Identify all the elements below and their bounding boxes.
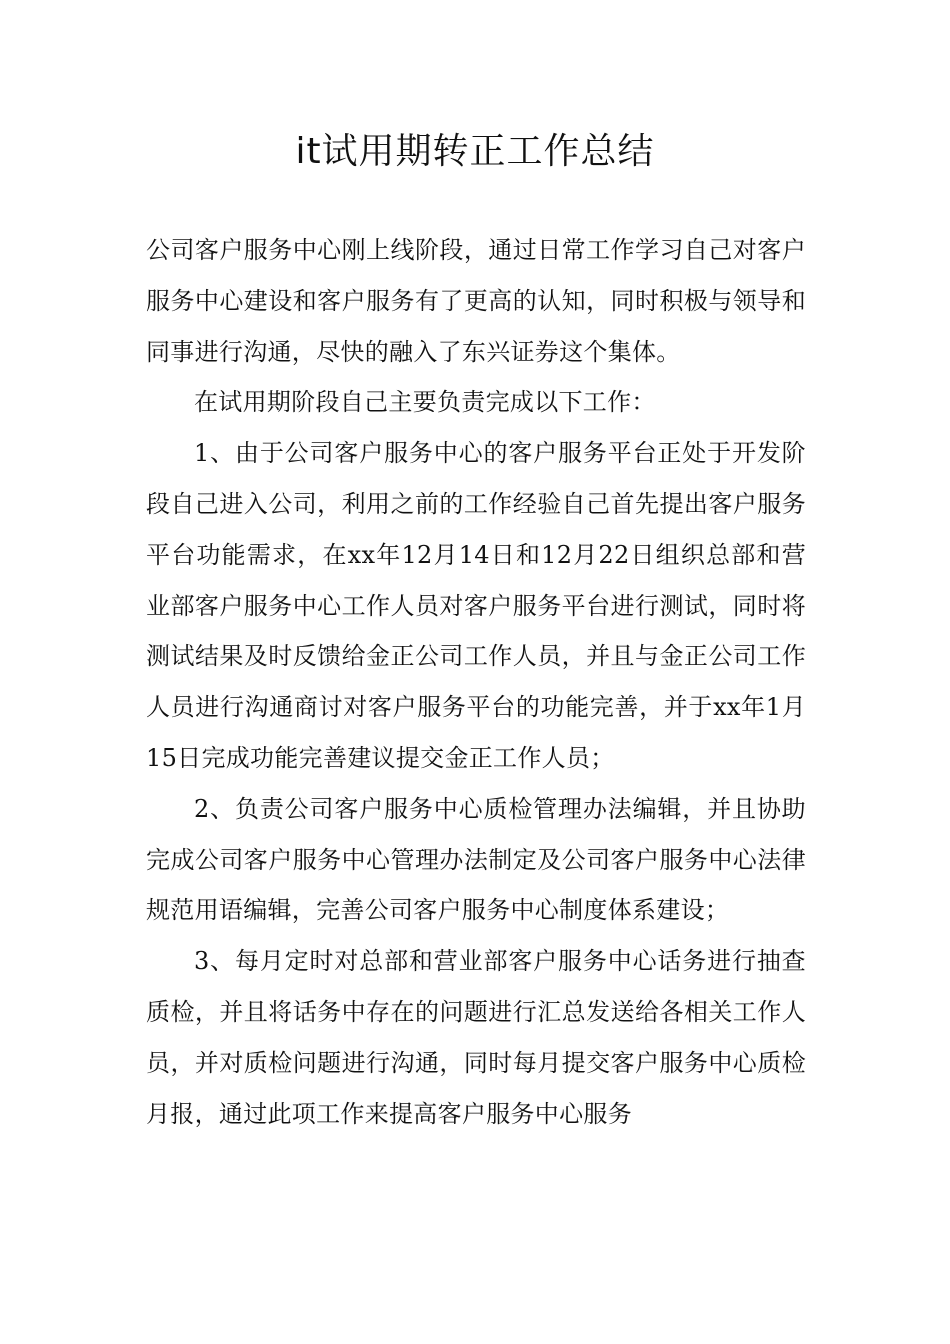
paragraph-intro: 公司客户服务中心刚上线阶段，通过日常工作学习自己对客户服务中心建设和客户服务有了更高的认知，同时积极与领导和同事进行沟通，尽快的融入了东兴证券这个集体。 xyxy=(146,236,806,366)
paragraph-item-2: 2、负责公司客户服务中心质检管理办法编辑，并且协助完成公司客户服务中心管理办法制定及公司客户服务中心法律规范用语编辑，完善公司客户服务中心制度体系建设； xyxy=(146,794,806,925)
paragraph-work-list-intro: 在试用期阶段自己主要负责完成以下工作： xyxy=(194,388,656,417)
document-body xyxy=(146,225,806,1139)
paragraph-item-3: 3、每月定时对总部和营业部客户服务中心话务进行抽查质检，并且将话务中存在的问题进行汇总发送给各相关工作人员，并对质检问题进行沟通，同时每月提交客户服务中心质检月报，通过此项工作来提高客户服务中心服务 xyxy=(146,947,806,1128)
document-title: it试用期转正工作总结 xyxy=(295,131,655,172)
paragraph-item-1: 1、由于公司客户服务中心的客户服务平台正处于开发阶段自己进入公司，利用之前的工作经验自己首先提出客户服务平台功能需求，在xx年12月14日和12月22日组织总部和营业部客户服务中心工作人员对客户服务平台进行测试，同时将测试结果及时反馈给金正公司工作人员，并且与金正公司工作人员进行沟通商讨对客户服务平台的功能完善，并于xx年1月15日完成功能完善建议提交金正工作人员； xyxy=(146,439,806,772)
